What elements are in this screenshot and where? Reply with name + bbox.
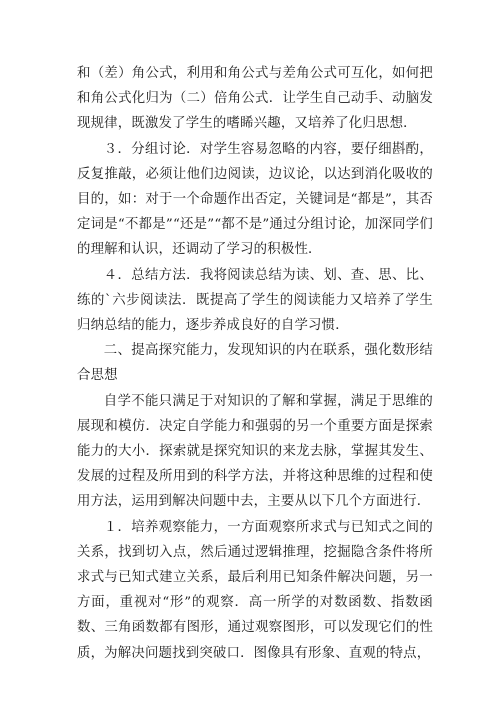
document-body [77,61,433,666]
paragraph-summary-method: ４．总结方法．我将阅读总结为读、划、查、思、比、练的`六步阅读法．既提高了学生的阅读能力又培养了学生归纳总结的能力，逐步养成良好的自学习惯． [77,267,433,334]
paragraph-self-study: 自学不能只满足于对知识的了解和掌握，满足于思维的展现和模仿．决定自学能力和强弱的另一个重要方面是探索能力的大小．探索就是探究知识的来龙去脉，掌握其发生、发展的过程及所用到的科学方法，并将这种思维的过程和使用方法，运用到解决问题中去，主要从以下几个方面进行． [77,393,433,510]
paragraph-group-discussion: ３．分组讨论．对学生容易忽略的内容，要仔细斟酌，反复推敲，必须让他们边阅读，边议论，以达到消化吸收的目的，如：对于一个命题作出否定，关键词是“都是”，其否定词是“不都是”“还是”“都不是”通过分组讨论，加深同学们的理解和认识，还调动了学习的积极性． [77,141,433,258]
paragraph-observation: １．培养观察能力，一方面观察所求式与已知式之间的关系，找到切入点，然后通过逻辑推理，挖掘隐含条件将所求式与已知式建立关系，最后利用已知条件解决问题，另一方面，重视对“形”的观察．高一所学的对数函数、指数函数、三角函数都有图形，通过观察图形，可以发现它们的性质，为解决问题找到突破口．图像具有形象、直观的特点， [77,519,433,661]
section-heading-inquiry: 二、提高探究能力，发现知识的内在联系，强化数形结合思想 [77,343,433,384]
paragraph-continuation: 和（差）角公式，利用和角公式与差角公式可互化，如何把和角公式化归为（二）倍角公式．让学生自己动手、动脑发现规律，既激发了学生的嗜睎兴趣，又培养了化归思想． [77,66,433,132]
